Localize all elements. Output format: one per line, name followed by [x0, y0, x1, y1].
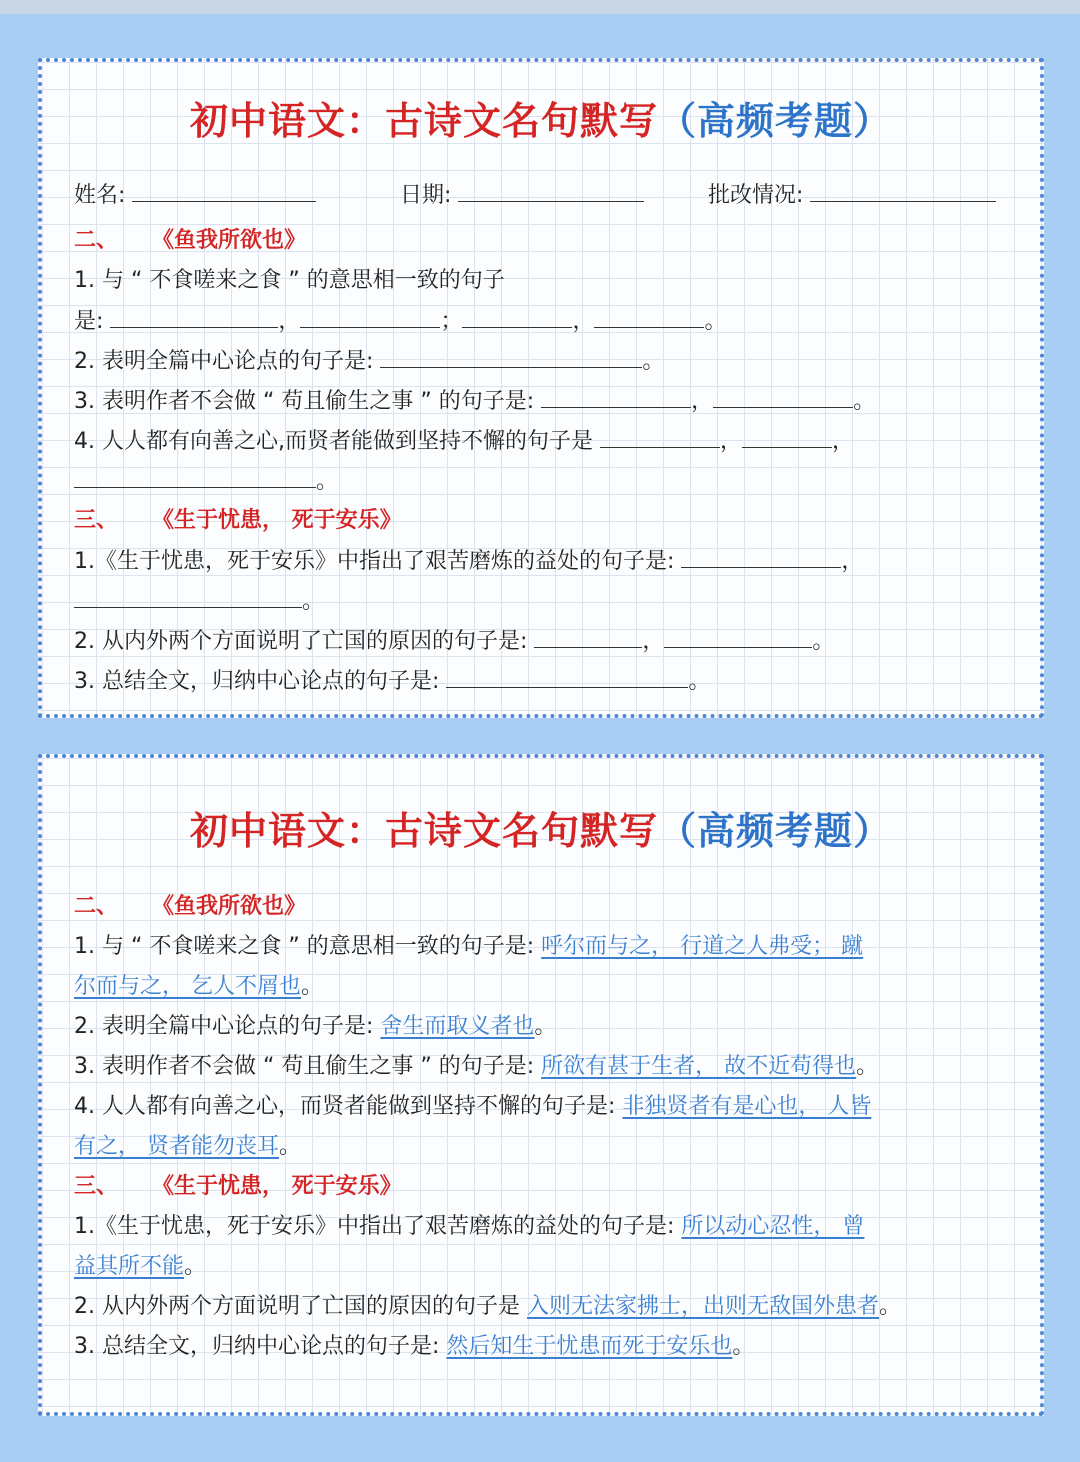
answer-line — [74, 1252, 206, 1282]
answer-text: 入则无法家拂士，出则无敌国外患者 — [527, 1294, 880, 1319]
section-number: 三、 — [74, 1174, 119, 1199]
answer-card — [38, 754, 1044, 1416]
question-text: 3. 总结全文，归纳中心论点的句子是: — [74, 1334, 440, 1359]
answer-text: 益其所不能 — [74, 1254, 185, 1279]
section-heading — [74, 892, 306, 922]
title-tag: （高频考题） — [658, 809, 893, 853]
section-number: 二、 — [74, 228, 119, 253]
punctuation: ， — [719, 429, 742, 454]
question-text: 3. 总结全文，归纳中心论点的句子是: — [74, 669, 440, 694]
answer-line — [74, 1292, 901, 1322]
answer-line — [74, 1052, 878, 1082]
section-number: 二、 — [74, 894, 119, 919]
answer-text: 呼尔而与之， 行道之人弗受； 蹴 — [541, 934, 864, 959]
answer-blank[interactable] — [300, 306, 440, 328]
answer-blank[interactable] — [110, 306, 278, 328]
name-label: 姓名: — [74, 183, 126, 208]
date-blank[interactable] — [458, 180, 644, 202]
question-text: 1.《生于忧患，死于安乐》中指出了艰苦磨炼的益处的句子是: — [74, 549, 675, 574]
section-number: 三、 — [74, 508, 119, 533]
question-text: 4. 人人都有向善之心，而贤者能做到坚持不懈的句子是: — [74, 1094, 616, 1119]
punctuation: ； — [440, 309, 463, 334]
answer-text: 非独贤者有是心也， 人皆 — [622, 1094, 872, 1119]
answer-blank[interactable] — [462, 306, 572, 328]
answer-blank[interactable] — [594, 306, 704, 328]
name-field[interactable] — [74, 180, 316, 211]
answer-line — [74, 1332, 754, 1362]
answer-line — [74, 1092, 871, 1122]
answer-line — [74, 1012, 556, 1042]
answer-blank[interactable] — [600, 426, 720, 448]
question-text: 1. 与 “ 不食嗟来之食 ” 的意思相一致的句子是: — [74, 934, 535, 959]
section-title: 《生于忧患， 死于安乐》 — [152, 1174, 402, 1199]
question-line — [74, 546, 863, 577]
punctuation: 。 — [812, 629, 835, 654]
answer-blank[interactable] — [74, 466, 316, 488]
answer-text: 尔而与之， 乞人不屑也 — [74, 974, 301, 999]
punctuation: ， — [691, 389, 714, 414]
question-text: 2. 表明全篇中心论点的句子是: — [74, 349, 374, 374]
grade-blank[interactable] — [810, 180, 996, 202]
question-line — [74, 426, 854, 457]
question-text: 2. 表明全篇中心论点的句子是: — [74, 1014, 374, 1039]
answer-line — [74, 972, 323, 1002]
worksheet-title — [42, 90, 1040, 145]
punctuation: 。 — [704, 309, 727, 334]
section-title: 《鱼我所欲也》 — [152, 228, 307, 253]
answer-blank[interactable] — [541, 386, 691, 408]
punctuation: 。 — [302, 589, 325, 614]
answer-blank[interactable] — [380, 346, 642, 368]
punctuation: 。 — [853, 389, 876, 414]
question-line — [74, 386, 875, 417]
worksheet-card — [38, 58, 1044, 718]
punctuation: 。 — [279, 1134, 302, 1159]
answer-line — [74, 1212, 864, 1242]
question-line — [74, 306, 726, 337]
punctuation: ， — [832, 429, 855, 454]
punctuation: 。 — [688, 669, 711, 694]
answer-line — [74, 932, 863, 962]
name-blank[interactable] — [132, 180, 316, 202]
section-title: 《生于忧患， 死于安乐》 — [152, 508, 402, 533]
date-field[interactable] — [400, 180, 644, 211]
question-line — [74, 346, 664, 377]
question-line — [74, 626, 834, 657]
question-line — [74, 666, 710, 697]
question-text: 3. 表明作者不会做 “ 苟且偷生之事 ” 的句子是: — [74, 1054, 535, 1079]
answer-blank[interactable] — [742, 426, 832, 448]
section-heading — [74, 226, 306, 256]
answer-text: 所以动心忍性， 曾 — [681, 1214, 865, 1239]
punctuation: 。 — [301, 974, 324, 999]
question-text: 2. 从内外两个方面说明了亡国的原因的句子是: — [74, 629, 528, 654]
title-main: 初中语文：古诗文名句默写 — [189, 99, 658, 143]
answer-text: 有之， 贤者能勿丧耳 — [74, 1134, 279, 1159]
punctuation: 。 — [534, 1014, 557, 1039]
punctuation: ， — [841, 549, 864, 574]
punctuation: 。 — [316, 469, 339, 494]
date-label: 日期: — [400, 183, 452, 208]
answer-text: 然后知生于忧患而死于安乐也 — [446, 1334, 733, 1359]
question-text: 1.《生于忧患，死于安乐》中指出了艰苦磨炼的益处的句子是: — [74, 1214, 675, 1239]
grade-label: 批改情况: — [708, 183, 804, 208]
answer-blank[interactable] — [534, 626, 642, 648]
answer-text: 舍生而取义者也 — [380, 1014, 535, 1039]
punctuation: ， — [278, 309, 301, 334]
answer-blank[interactable] — [681, 546, 841, 568]
question-text: 2. 从内外两个方面说明了亡国的原因的句子是 — [74, 1294, 520, 1319]
question-line — [74, 466, 338, 497]
punctuation: 。 — [732, 1334, 755, 1359]
answer-blank[interactable] — [74, 586, 302, 608]
title-tag: （高频考题） — [658, 99, 893, 143]
question-text: 4. 人人都有向善之心,而贤者能做到坚持不懈的句子是 — [74, 429, 593, 454]
grade-field[interactable] — [708, 180, 996, 211]
section-title: 《鱼我所欲也》 — [152, 894, 307, 919]
answer-blank[interactable] — [446, 666, 688, 688]
answer-text: 所欲有甚于生者， 故不近苟得也 — [541, 1054, 857, 1079]
section-heading — [74, 1172, 402, 1202]
question-text: 1. 与 “ 不食嗟来之食 ” 的意思相一致的句子 — [74, 268, 505, 293]
section-heading — [74, 506, 402, 536]
answer-line — [74, 1132, 301, 1162]
title-main: 初中语文：古诗文名句默写 — [189, 809, 658, 853]
answer-blank[interactable] — [664, 626, 812, 648]
top-strip — [0, 0, 1080, 14]
punctuation: 。 — [856, 1054, 879, 1079]
question-line — [74, 586, 324, 617]
answer-title — [42, 800, 1040, 855]
question-text: 是: — [74, 309, 104, 334]
punctuation: 。 — [184, 1254, 207, 1279]
punctuation: 。 — [879, 1294, 902, 1319]
answer-blank[interactable] — [713, 386, 853, 408]
punctuation: 。 — [642, 349, 665, 374]
question-text: 3. 表明作者不会做 “ 苟且偷生之事 ” 的句子是: — [74, 389, 535, 414]
punctuation: ， — [572, 309, 595, 334]
punctuation: ， — [642, 629, 665, 654]
